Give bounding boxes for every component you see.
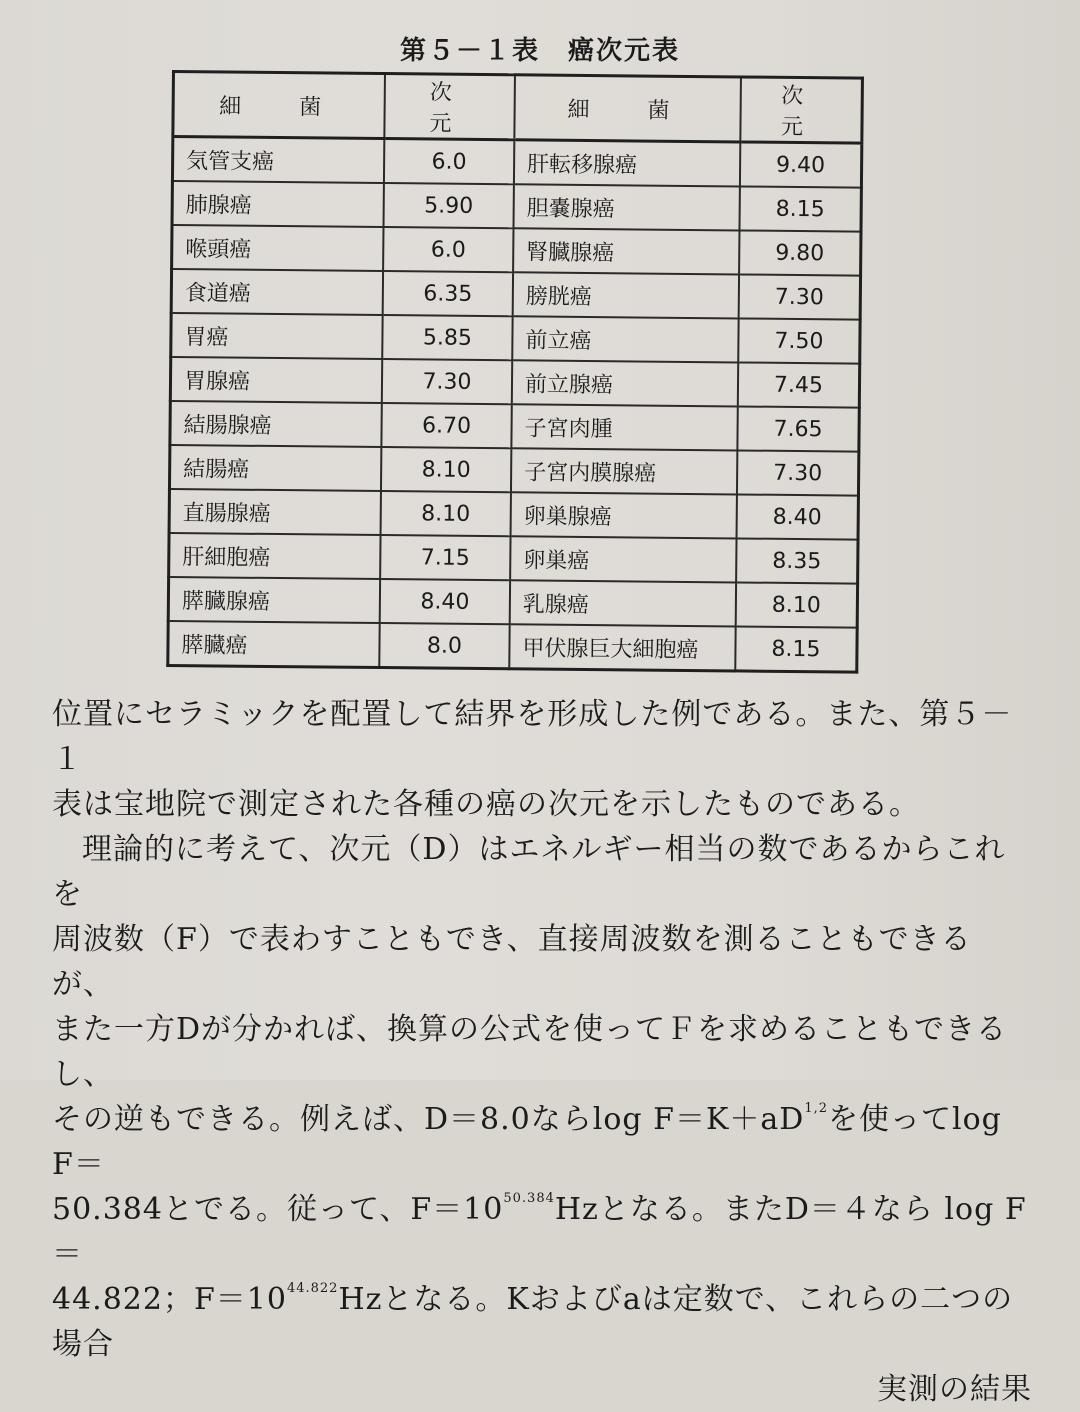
- right-dimension-value: 7.45: [738, 362, 860, 407]
- left-cancer-name: 気管支癌: [172, 137, 384, 184]
- header-dimension-right: 次 元: [740, 77, 862, 143]
- header-bacteria-right: 細 菌: [514, 75, 741, 142]
- right-dimension-value: 8.35: [736, 538, 858, 583]
- left-dimension-value: 5.90: [383, 183, 513, 228]
- left-dimension-value: 7.15: [380, 535, 510, 580]
- table-row: [169, 445, 858, 496]
- left-dimension-value: 6.35: [383, 271, 513, 316]
- left-dimension-value: 8.40: [380, 579, 510, 624]
- left-dimension-value: 8.10: [381, 491, 511, 536]
- paragraph-line: 理論的に考えて、次元（D）はエネルギー相当の数であるからこれを: [52, 832, 1006, 912]
- table-row: [171, 269, 860, 320]
- paragraph-line: [52, 1187, 1032, 1277]
- right-dimension-value: 8.15: [735, 626, 857, 672]
- body-text: [52, 692, 1032, 1412]
- left-cancer-name: 胃腺癌: [170, 357, 382, 403]
- table-row: [172, 181, 861, 232]
- table-row: [172, 225, 861, 276]
- paragraph-line: 周波数（F）で表わすこともでき、直接周波数を測ることもできるが、: [52, 922, 972, 1002]
- right-cancer-name: 前立癌: [512, 316, 738, 362]
- right-dimension-value: 7.30: [737, 450, 859, 495]
- left-cancer-name: 膵臓腺癌: [168, 577, 380, 623]
- cancer-dimension-table-wrapper: [166, 70, 864, 667]
- paragraph-line: [52, 1097, 1032, 1187]
- left-cancer-name: 食道癌: [171, 269, 383, 315]
- table-row: [170, 401, 859, 452]
- text-span: を使ってlog F＝: [52, 1102, 1002, 1182]
- table-row: [172, 137, 861, 188]
- left-cancer-name: 結腸癌: [169, 445, 381, 491]
- text-span: その逆もできる。例えば、D＝8.0ならlog F＝K＋aD: [52, 1102, 805, 1137]
- right-cancer-name: 膀胱癌: [513, 272, 739, 318]
- right-cancer-name: 腎臓腺癌: [513, 228, 739, 274]
- right-dimension-value: 8.15: [739, 186, 861, 231]
- table-row: [168, 577, 857, 628]
- right-cancer-name: 胆嚢腺癌: [513, 184, 739, 230]
- table-row: [168, 621, 857, 672]
- table-row: [171, 313, 860, 364]
- paragraph-line: 表は宝地院で測定された各種の癌の次元を示したものである。: [52, 787, 920, 822]
- right-cancer-name: 肝転移腺癌: [514, 140, 740, 187]
- left-cancer-name: 肝細胞癌: [169, 533, 381, 579]
- right-cancer-name: 甲伏腺巨大細胞癌: [509, 624, 735, 671]
- table-row: [170, 357, 859, 408]
- paragraph-line: また一方Dが分かれば、換算の公式を使ってＦを求めることもできるし、: [52, 1012, 1008, 1092]
- right-cancer-name: 卵巣腺癌: [511, 492, 737, 538]
- left-dimension-value: 6.70: [381, 403, 511, 448]
- left-cancer-name: 膵臓癌: [168, 621, 380, 668]
- left-dimension-value: 6.0: [383, 227, 513, 272]
- right-cancer-name: 子宮内膜腺癌: [511, 448, 737, 494]
- left-dimension-value: 5.85: [382, 315, 512, 360]
- superscript: 44.822: [286, 1281, 339, 1296]
- text-span: 44.822；F＝10: [52, 1282, 287, 1317]
- table-row: [169, 489, 858, 540]
- header-bacteria-left: 細 菌: [173, 72, 385, 139]
- right-dimension-value: 9.40: [740, 142, 862, 188]
- right-cancer-name: 卵巣癌: [510, 536, 736, 582]
- table-header-row: [173, 72, 863, 144]
- right-cancer-name: 子宮肉腫: [511, 404, 737, 450]
- right-dimension-value: 7.30: [739, 274, 861, 319]
- right-dimension-value: 7.50: [738, 318, 860, 363]
- text-span: Hzとなる。またD＝４なら log F＝: [52, 1192, 1027, 1272]
- left-cancer-name: 肺腺癌: [172, 181, 384, 227]
- text-span: 50.384とでる。従って、F＝10: [52, 1192, 504, 1227]
- paragraph-line: 実測の結果: [877, 1372, 1032, 1407]
- left-cancer-name: 直腸腺癌: [169, 489, 381, 535]
- right-dimension-value: 9.80: [739, 230, 861, 275]
- left-dimension-value: 8.0: [379, 623, 509, 669]
- header-dimension-left: 次 元: [384, 74, 515, 140]
- table-title: 第５－１表 癌次元表: [399, 36, 680, 66]
- left-dimension-value: 8.10: [381, 447, 511, 492]
- paragraph-line: [52, 1277, 1032, 1367]
- left-cancer-name: 喉頭癌: [172, 225, 384, 271]
- paragraph-line: 位置にセラミックを配置して結界を形成した例である。また、第５－１: [52, 697, 1013, 777]
- superscript: 50.384: [503, 1191, 555, 1206]
- left-dimension-value: 6.0: [384, 139, 514, 185]
- text-span: Hzとなる。Kおよびaは定数で、これらの二つの場合: [52, 1282, 1014, 1362]
- right-dimension-value: 8.40: [736, 494, 858, 539]
- superscript: 1,2: [804, 1101, 829, 1116]
- right-dimension-value: 8.10: [736, 582, 858, 627]
- left-cancer-name: 胃癌: [171, 313, 383, 359]
- right-dimension-value: 7.65: [737, 406, 859, 451]
- right-cancer-name: 乳腺癌: [510, 580, 736, 626]
- cancer-dimension-table: [166, 70, 864, 674]
- table-header: [173, 72, 863, 144]
- left-cancer-name: 結腸腺癌: [170, 401, 382, 447]
- table-body: [168, 137, 862, 673]
- table-row: [169, 533, 858, 584]
- left-dimension-value: 7.30: [382, 359, 512, 404]
- right-cancer-name: 前立腺癌: [512, 360, 738, 406]
